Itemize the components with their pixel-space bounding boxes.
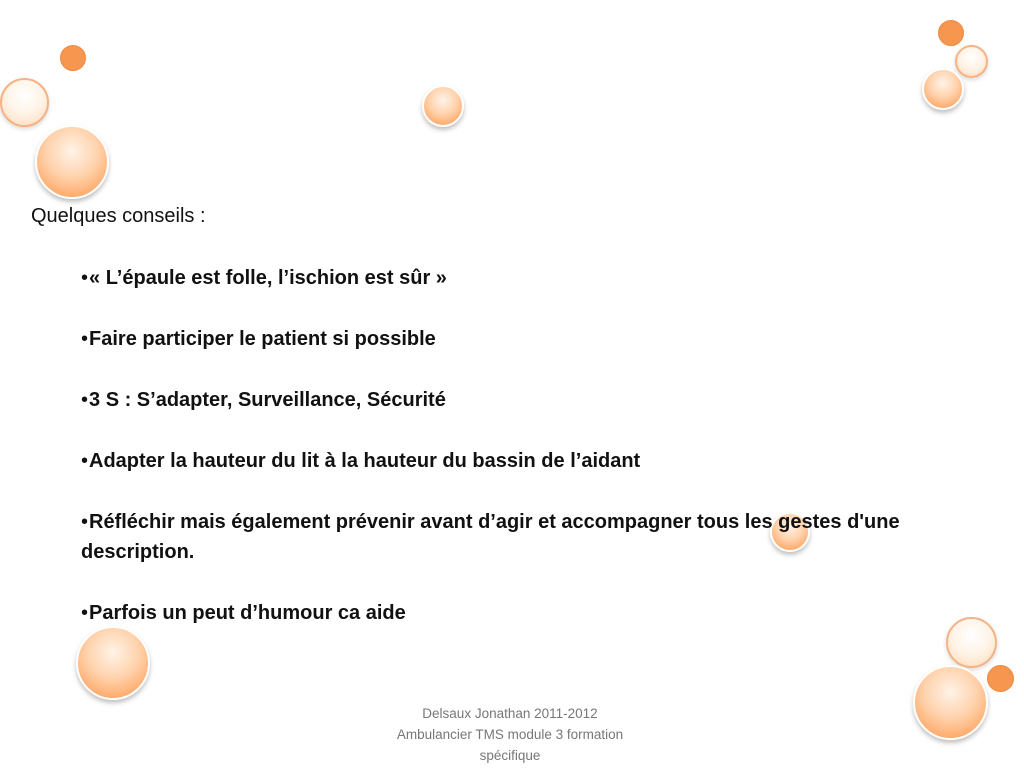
list-item-text: « L’épaule est folle, l’ischion est sûr » <box>89 267 447 289</box>
list-item-text: Réfléchir mais également prévenir avant d’agir et accompagner tous les gestes d'une description. <box>81 511 900 563</box>
intro-text: Quelques conseils : <box>31 205 206 227</box>
bullet-icon: • <box>81 602 89 624</box>
footer-line: Delsaux Jonathan 2011-2012 <box>422 706 598 721</box>
orange-dot-bubble <box>60 45 86 71</box>
list-item <box>81 507 1011 567</box>
footer-line: Ambulancier TMS module 3 formation <box>396 727 624 742</box>
pale-bubble <box>0 78 49 127</box>
tips-list <box>31 263 1011 628</box>
list-item <box>81 598 1011 628</box>
list-item <box>81 446 1011 476</box>
medium-bubble <box>922 68 964 110</box>
medium-bubble <box>422 85 464 127</box>
slide-footer <box>360 703 660 766</box>
list-item-text: 3 S : S’adapter, Surveillance, Sécurité <box>89 389 446 411</box>
large-bubble <box>35 125 109 199</box>
list-item <box>81 324 1011 354</box>
list-item-text: Faire participer le patient si possible <box>89 328 436 350</box>
list-item <box>81 385 1011 415</box>
orange-dot-bubble <box>987 665 1014 692</box>
pale-bubble <box>955 45 988 78</box>
large-bubble <box>913 665 988 740</box>
list-item-text: Adapter la hauteur du lit à la hauteur du bassin de l’aidant <box>89 450 641 472</box>
bullet-icon: • <box>81 450 89 472</box>
slide-content <box>31 203 1011 628</box>
orange-dot-bubble <box>938 20 964 46</box>
bullet-icon: • <box>81 389 89 411</box>
footer-line: spécifique <box>479 748 541 763</box>
bullet-icon: • <box>81 267 89 289</box>
list-item-text: Parfois un peut d’humour ca aide <box>89 602 406 624</box>
list-item <box>81 263 1011 293</box>
bullet-icon: • <box>81 328 89 350</box>
large-bubble <box>76 626 150 700</box>
bullet-icon: • <box>81 511 89 533</box>
